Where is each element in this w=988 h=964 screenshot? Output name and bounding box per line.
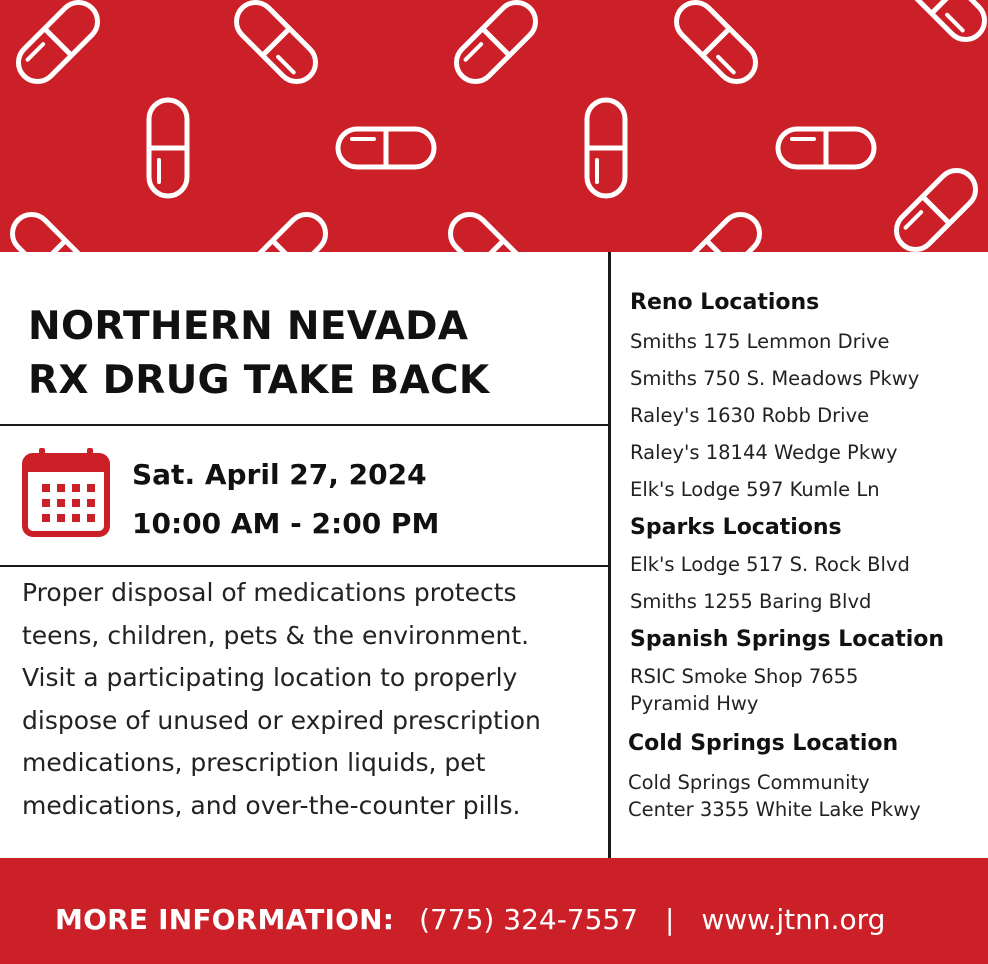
location-item: Raley's 18144 Wedge Pkwy xyxy=(630,441,898,464)
footer-info xyxy=(55,898,885,942)
calendar-icon xyxy=(22,446,110,538)
location-item: Elk's Lodge 517 S. Rock Blvd xyxy=(630,553,910,576)
pill-capsule-icon xyxy=(0,0,988,252)
spanish-springs-location-heading: Spanish Springs Location xyxy=(630,627,945,652)
footer-website-link[interactable]: www.jtnn.org xyxy=(701,903,886,936)
description-line: Visit a participating location to properly xyxy=(22,663,518,692)
event-time: 10:00 AM - 2:00 PM xyxy=(132,507,440,540)
footer-label: MORE INFORMATION: xyxy=(55,903,395,936)
vertical-divider xyxy=(608,252,611,858)
event-date: Sat. April 27, 2024 xyxy=(132,458,427,491)
title-line-2: RX DRUG TAKE BACK xyxy=(28,358,490,403)
location-item: Elk's Lodge 597 Kumle Ln xyxy=(630,478,880,501)
cold-springs-location-heading: Cold Springs Location xyxy=(628,731,899,756)
location-item-line: Cold Springs Community xyxy=(628,771,870,794)
location-item: Smiths 750 S. Meadows Pkwy xyxy=(630,367,920,390)
location-item-line: Center 3355 White Lake Pkwy xyxy=(628,798,921,821)
location-item: Raley's 1630 Robb Drive xyxy=(630,404,870,427)
date-bottom-divider xyxy=(0,565,608,567)
description-line: teens, children, pets & the environment. xyxy=(22,620,530,650)
location-item: Smiths 1255 Baring Blvd xyxy=(630,590,872,613)
location-item-line: Pyramid Hwy xyxy=(630,692,759,715)
locations-list xyxy=(630,288,985,823)
footer-separator: | xyxy=(664,903,675,936)
reno-locations-heading: Reno Locations xyxy=(630,290,820,315)
description-line: medications, and over-the-counter pills. xyxy=(22,790,521,820)
footer-phone[interactable]: (775) 324-7557 xyxy=(419,903,639,936)
title-bottom-divider xyxy=(0,424,608,426)
pill-pattern-banner xyxy=(0,0,988,252)
title-line-1: NORTHERN NEVADA xyxy=(28,304,469,349)
sparks-locations-heading: Sparks Locations xyxy=(630,515,842,540)
location-item: Smiths 175 Lemmon Drive xyxy=(630,330,890,353)
description xyxy=(22,572,541,827)
location-item-line: RSIC Smoke Shop 7655 xyxy=(630,665,859,688)
description-line: medications, prescription liquids, pet xyxy=(22,748,486,777)
description-line: dispose of unused or expired prescription xyxy=(22,705,541,735)
event-datetime xyxy=(132,450,439,548)
page-title xyxy=(28,300,598,408)
description-line: Proper disposal of medications protects xyxy=(22,578,517,607)
